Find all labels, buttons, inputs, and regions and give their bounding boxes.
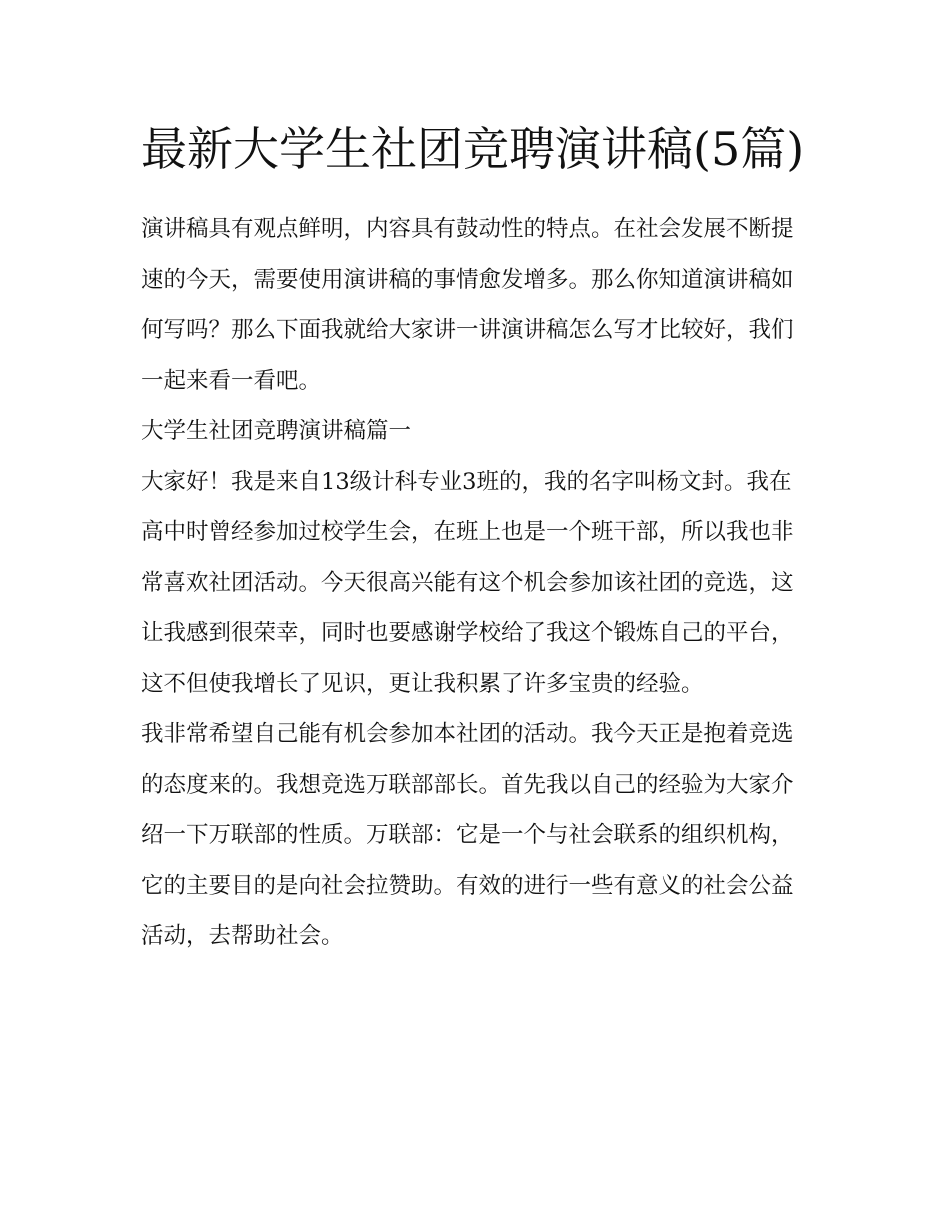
section-heading: 大学生社团竞聘演讲稿篇一 [141, 418, 412, 444]
body-paragraph: 我非常希望自己能有机会参加本社团的活动。我今天正是抱着竞选的态度来的。我想竞选万联部部长。首先我以自己的经验为大家介绍一下万联部的性质。万联部：它是一个与社会联系的组织机构，它的主要目的是向社会拉赞助。有效的进行一些有意义的社会公益活动，去帮助社会。 [141, 721, 794, 949]
document-title: 最新大学生社团竞聘演讲稿(5篇) [141, 122, 805, 176]
intro-paragraph: 演讲稿具有观点鲜明，内容具有鼓动性的特点。在社会发展不断提速的今天，需要使用演讲稿的事情愈发增多。那么你知道演讲稿如何写吗？那么下面我就给大家讲一讲演讲稿怎么写才比较好，我们一起来看一看吧。 [141, 216, 794, 394]
document-page [141, 112, 813, 962]
document-body [141, 204, 813, 962]
body-paragraph: 大家好！我是来自13级计科专业3班的，我的名字叫杨文封。我在高中时曾经参加过校学生会，在班上也是一个班干部，所以我也非常喜欢社团活动。今天很高兴能有这个机会参加该社团的竞选，这让我感到很荣幸，同时也要感谢学校给了我这个锻炼自己的平台，这不但使我增长了见识，更让我积累了许多宝贵的经验。 [141, 468, 794, 697]
